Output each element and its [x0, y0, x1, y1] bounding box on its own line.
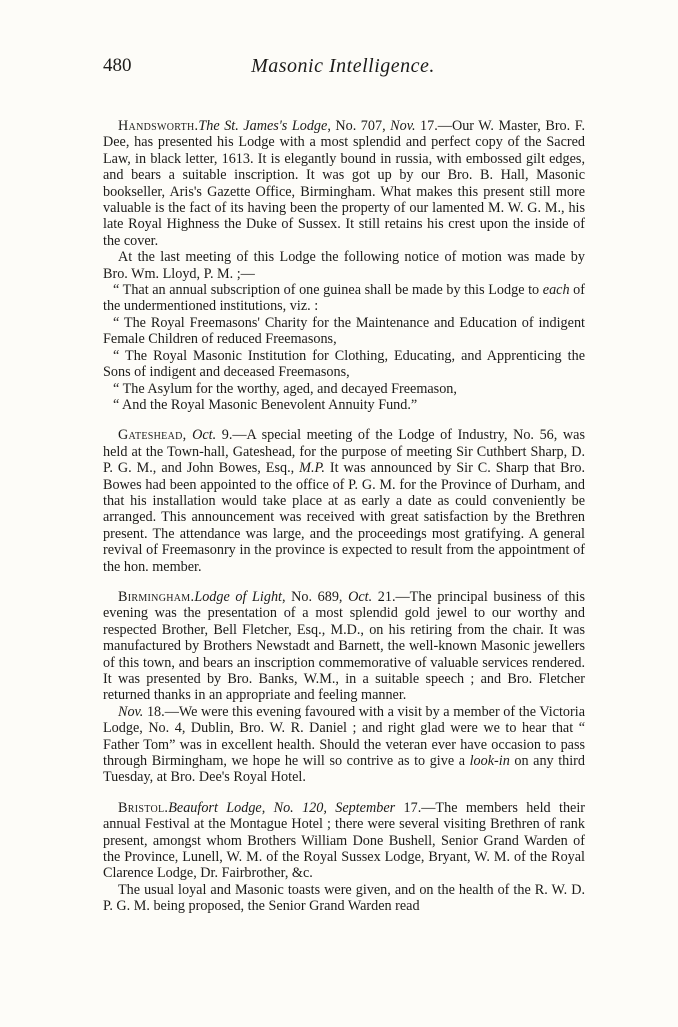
place-gateshead: Gateshead,	[118, 427, 187, 444]
emphasis: look-in	[469, 753, 510, 770]
text-run: “ That an annual subscription of one guinea shall be made by this Lodge to	[113, 282, 543, 299]
date: Oct.	[192, 427, 217, 444]
text-run: 18.—We were this evening favoured with a visit by a member of the Victoria Lodge, No. 4, Dublin, Bro. W. R. Daniel ; and right glad were we to hear that “ Father Tom” was in excellent health. Should the veteran ever have occasion to pass through Birmingham, we hope he will so contrive as to give a	[103, 703, 585, 770]
page-header	[103, 55, 583, 85]
place-handsworth: Handsworth.	[118, 118, 199, 134]
place-bristol: Bristol.	[118, 799, 169, 816]
motion-paragraph: At the last meeting of this Lodge the following notice of motion was made by Bro. Wm. Lloyd, P. M. ;—	[103, 249, 585, 282]
motion-quote: “ The Asylum for the worthy, aged, and decayed Freemason,	[113, 380, 457, 397]
date: Nov.	[390, 118, 416, 134]
text-run: It was announced by Sir C. Sharp that Bro. Bowes had been appointed to the office of P. G. M. for the Province of Durham, and that his installation would take place at as early a date as could conveniently be arranged. This announcement was received with great satisfaction by the Brethren present. The attendance was large, and the proceedings most gratifying. A general revival of Freemasonry in the province is expected to result from the appointment of the hon. member.	[103, 460, 585, 575]
text-run: , No. 707,	[327, 118, 391, 134]
motion-quote: “ The Royal Freemasons' Charity for the Maintenance and Education of indigent Female Children of reduced Freemasons,	[103, 314, 585, 348]
text-run: 21.—The principal business of this evening was the presentation of a most splendid gold jewel to our worthy and respected Brother, Bell Fletcher, Esq., M.D., on his retiring from the chair. It was manufactured by Brothers Newstadt and Barnett, the well-known Masonic jewellers of this town, and bears an inscription commemorative of valuable services rendered. It was presented by Bro. Banks, W.M., in a suitable speech ; and Bro. Fletcher returned thanks in an appropriate and feeling manner.	[103, 588, 585, 704]
text-run: of the undermentioned institutions, viz. :	[103, 282, 585, 315]
gateshead-paragraph	[103, 427, 585, 575]
bristol-toasts-paragraph: The usual loyal and Masonic toasts were given, and on the health of the R. W. D. P. G. M. being proposed, the Senior Grand Warden read	[103, 881, 585, 915]
lodge-title: Lodge of Light	[194, 588, 282, 605]
date: Nov.	[118, 703, 144, 720]
birmingham-nov-paragraph	[103, 704, 585, 786]
running-title: Masonic Intelligence.	[251, 55, 435, 77]
text-run: , No. 689,	[282, 588, 349, 605]
lodge-title: The St. James's Lodge	[198, 118, 328, 134]
text-run: 9.—A special meeting of the Lodge of Industry, No. 56, was held at the Town-hall, Gateshead, for the purpose of meeting Sir Cuthbert Sharp, D. P. G. M., and John Bowes, Esq.,	[103, 427, 585, 477]
text-run: 17.—The members held their annual Festival at the Montague Hotel ; there were several visiting Brethren of rank present, amongst whom Brothers William Done Bushell, Senior Grand Warden of the Province, Lunell, W. M. of the Royal Sussex Lodge, Bryant, W. M. of the Royal Clarence Lodge, Dr. Fairbrother, &c.	[103, 799, 585, 882]
motion-quote: “ And the Royal Masonic Benevolent Annuity Fund.”	[113, 396, 418, 413]
text-run: on any third Tuesday, at Bro. Dee's Royal Hotel.	[103, 753, 585, 786]
birmingham-paragraph	[103, 589, 585, 704]
lodge-title: Beaufort Lodge, No. 120, September	[168, 799, 396, 816]
place-birmingham: Birmingham.	[118, 588, 195, 605]
motion-quote	[103, 282, 585, 315]
date: Oct.	[348, 588, 373, 605]
emphasis: M.P.	[299, 460, 325, 477]
bristol-paragraph	[103, 800, 585, 882]
handsworth-paragraph	[103, 118, 585, 249]
article-body	[103, 118, 585, 915]
motion-quote: “ The Royal Masonic Institution for Clothing, Educating, and Apprenticing the Sons of indigent and deceased Freemasons,	[103, 347, 585, 381]
emphasis: each	[542, 282, 570, 299]
page-number: 480	[103, 55, 132, 76]
text-run: 17.—Our W. Master, Bro. F. Dee, has presented his Lodge with a most splendid and perfect copy of the Sacred Law, in black letter, 1613. It is elegantly bound in russia, with embossed gilt edges, and bears a suitable inscription. It was got up by our Bro. B. Hall, Masonic bookseller, Aris's Gazette Office, Birmingham. What makes this present still more valuable is the fact of its having been the property of our lamented M. W. G. M., his late Royal Highness the Duke of Sussex. It still retains his crest upon the inside of the cover.	[103, 118, 586, 249]
